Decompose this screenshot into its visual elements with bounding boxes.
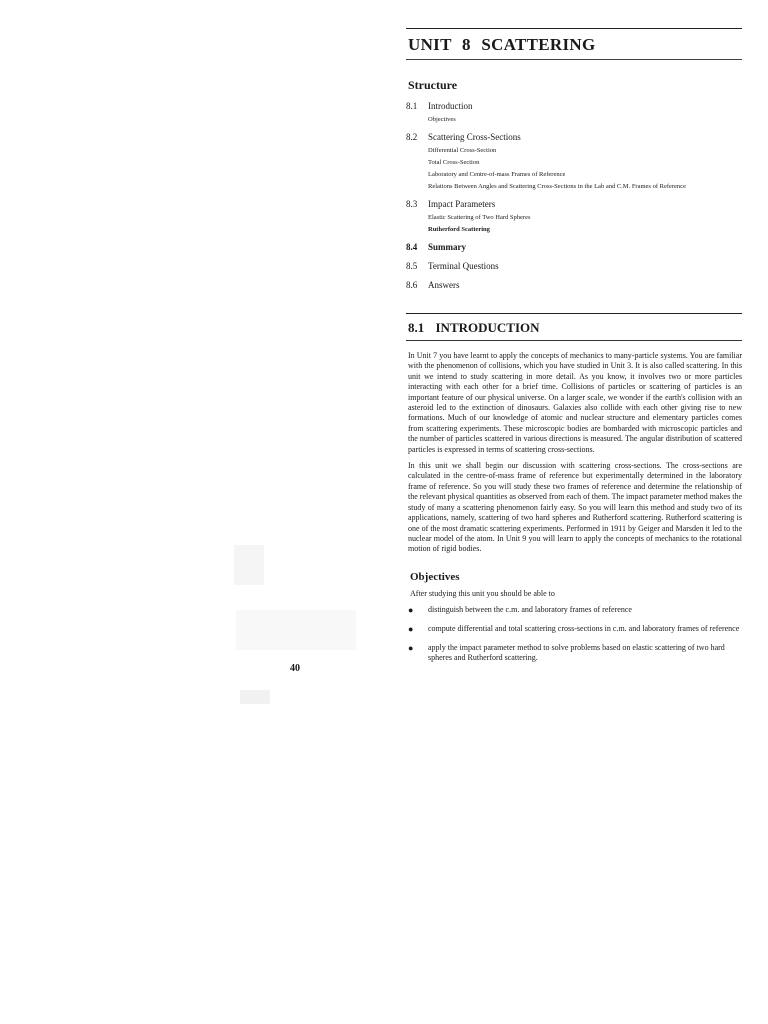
- introduction-heading: [408, 320, 742, 336]
- toc-entry: [406, 259, 742, 274]
- objective-text: distinguish between the c.m. and laboratory frames of reference: [428, 604, 632, 614]
- objectives-heading: Objectives: [410, 570, 460, 583]
- toc-number: 8.6: [406, 280, 418, 290]
- objective-item: [406, 624, 742, 634]
- toc-number: 8.1: [406, 101, 418, 111]
- toc-title: Introduction: [428, 101, 473, 111]
- toc-section: [406, 240, 742, 255]
- toc-subentry: Laboratory and Centre-of-mass Frames of Reference: [428, 171, 566, 178]
- toc-subentry: Relations Between Angles and Scattering Cross-Sections in the Lab and C.M. Frames of Reference: [428, 183, 686, 190]
- toc-number: 8.2: [406, 132, 418, 142]
- objectives-list: [406, 605, 742, 663]
- section-number: 8.1: [408, 320, 425, 335]
- objectives-intro: After studying this unit you should be able to: [410, 588, 555, 598]
- toc-subentry: Rutherford Scattering: [428, 226, 490, 233]
- section-title: INTRODUCTION: [435, 320, 540, 335]
- scan-smudge: [234, 545, 264, 585]
- intro-paragraph: In this unit we shall begin our discussion with scattering cross-sections. The cross-sections are calculated in the centre-of-mass frame of reference but experimentally determined in the laboratory frame of reference. So you will study these two frames of reference and determine the relationship of the relevant physical quantities as observed from each of them. The impact parameter method makes the study of many a scattering phenomenon fairly easy. So you will learn this method and study two of its applications, namely, scattering of two hard spheres and Rutherford scattering. Rutherford scattering is one of the most dramatic scattering experiments. Performed in 1911 by Geiger and Marsden it led to the nuclear model of the atom. In Unit 9 you will learn to apply the concepts of mechanics to the rotational motion of rigid bodies.: [408, 461, 742, 554]
- toc-title: Summary: [428, 242, 466, 252]
- table-of-contents: [406, 99, 742, 293]
- bullet-icon: ●: [408, 604, 414, 615]
- title-rule: [406, 59, 742, 60]
- toc-title: Terminal Questions: [428, 261, 499, 271]
- page-content: [406, 28, 742, 672]
- toc-number: 8.3: [406, 199, 418, 209]
- toc-section: [406, 130, 742, 193]
- unit-title: [408, 35, 742, 55]
- toc-section: [406, 197, 742, 236]
- objective-item: [406, 643, 742, 663]
- intro-paragraph: In Unit 7 you have learnt to apply the concepts of mechanics to many-particle systems. You are familiar with the phenomenon of collisions, which you have studied in Unit 3. It is also called scattering. In this unit we intend to study scattering in more detail. As you know, it involves two or more particles interacting with each other for a brief time. Collisions of particles or scattering of particles is an important feature of our physical universe. On a larger scale, we wonder if the earth's collision with an asteroid led to the extinction of dinosaurs. Galaxies also collide with each other giving rise to new formations. Much of our knowledge of atomic and nuclear structure and elementary particles comes from scattering experiments. These microscopic bodies are bombarded with microscopic particles and the number of particles scattered in various directions is measured. The angular distribution of scattered particles is expressed in terms of scattering cross-sections.: [408, 351, 742, 454]
- unit-number: UNIT 8: [408, 35, 471, 54]
- scan-smudge: [236, 610, 356, 650]
- page-number: 40: [290, 663, 300, 674]
- objective-item: [406, 605, 742, 615]
- objective-text: compute differential and total scattering cross-sections in c.m. and laboratory frames of reference: [428, 623, 740, 633]
- toc-number: 8.5: [406, 261, 418, 271]
- objective-text: apply the impact parameter method to solve problems based on elastic scattering of two hard spheres and Rutherford scattering.: [428, 642, 725, 662]
- toc-subentry: Objectives: [428, 116, 456, 123]
- toc-section: [406, 99, 742, 126]
- top-rule: [406, 28, 742, 29]
- toc-number: 8.4: [406, 242, 418, 252]
- toc-entry: [406, 240, 742, 255]
- section-rule: [406, 313, 742, 314]
- structure-heading: Structure: [408, 78, 458, 92]
- section-heading-rule: [406, 340, 742, 341]
- toc-subentry: Elastic Scattering of Two Hard Spheres: [428, 214, 531, 221]
- bullet-icon: ●: [408, 642, 414, 653]
- scan-smudge: [240, 690, 270, 704]
- bullet-icon: ●: [408, 623, 414, 634]
- toc-title: Scattering Cross-Sections: [428, 132, 521, 142]
- toc-entry: [406, 99, 742, 114]
- toc-entry: [406, 278, 742, 293]
- toc-title: Answers: [428, 280, 460, 290]
- toc-section: [406, 259, 742, 274]
- toc-section: [406, 278, 742, 293]
- toc-entry: [406, 130, 742, 145]
- toc-subentry: Total Cross-Section: [428, 159, 480, 166]
- toc-title: Impact Parameters: [428, 199, 496, 209]
- unit-name: SCATTERING: [481, 35, 596, 54]
- toc-subentry: Differential Cross-Section: [428, 147, 497, 154]
- toc-entry: [406, 197, 742, 212]
